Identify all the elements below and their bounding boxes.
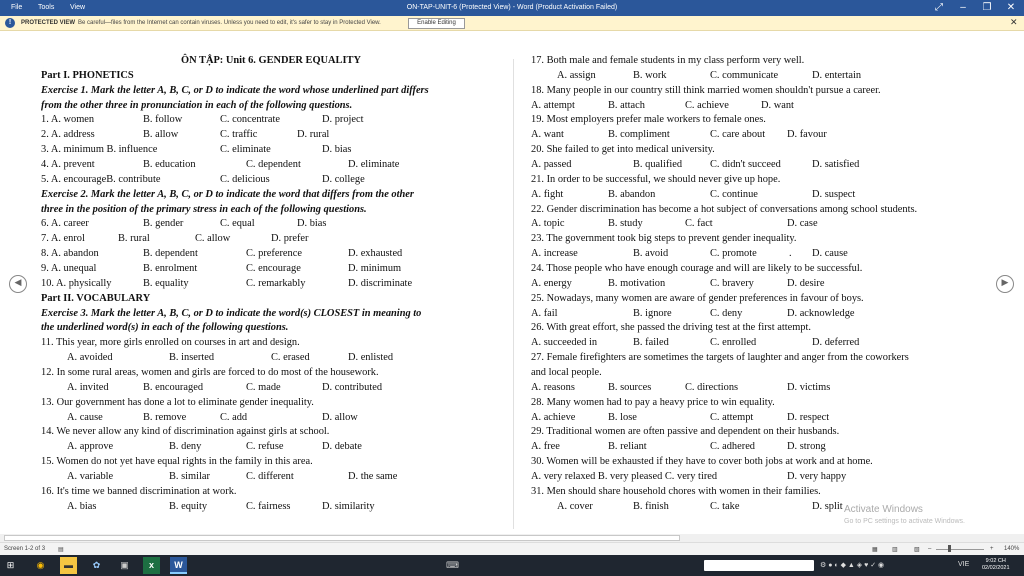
zoom-out-icon[interactable]: – [928, 546, 932, 552]
answer-option: D. entertain [812, 69, 862, 81]
answer-option: C. care about [710, 129, 766, 141]
answer-option: D. bias [322, 144, 352, 156]
option-row [41, 381, 501, 396]
answer-option: B. qualified [633, 159, 683, 171]
section-heading: Part II. VOCABULARY [41, 292, 151, 304]
previous-screen-icon[interactable]: ◀ [9, 275, 27, 293]
read-mode-icon[interactable]: ▦ [872, 547, 878, 553]
answer-option: C. concentrate [220, 114, 281, 126]
answer-option: C. deny [710, 307, 743, 319]
option-row [531, 217, 991, 232]
chrome-icon[interactable]: ◉ [36, 560, 45, 570]
option-row [531, 470, 991, 485]
answer-option: 6. A. career [41, 218, 89, 230]
answer-option: B. compliment [608, 129, 670, 141]
answer-option: D. project [322, 114, 364, 126]
answer-option: C. equal [220, 218, 255, 230]
answer-option: B. avoid [633, 248, 669, 260]
question-text: 29. Traditional women are often passive and dependent on their husbands. [531, 426, 840, 438]
answer-option: B. reliant [608, 441, 647, 453]
option-row [531, 188, 991, 203]
window-title: ON-TAP-UNIT-6 (Protected View) - Word (Product Activation Failed) [406, 4, 618, 11]
option-row [41, 232, 501, 247]
option-row [41, 411, 501, 426]
exercise-instruction: Exercise 3. Mark the letter A, B, C, or D to indicate the word(s) CLOSEST in meaning to [41, 307, 422, 319]
answer-option: B. similar [169, 471, 210, 483]
answer-option: A. cause [67, 411, 103, 423]
answer-option: D. want [761, 99, 794, 111]
protected-view-bar [0, 16, 1024, 31]
answer-option: B. enrolment [143, 263, 198, 275]
answer-option: 10. A. physically [41, 277, 112, 289]
answer-option: D. respect [787, 411, 830, 423]
answer-option: 5. A. encourageB. contribute [41, 173, 161, 185]
question-text: 25. Nowadays, many women are aware of gender preferences in favour of boys. [531, 292, 864, 304]
answer-option: B. encouraged [143, 381, 204, 393]
question-text: 21. In order to be successful, we should never give up hope. [531, 173, 781, 185]
menu-tools[interactable]: Tools [38, 4, 55, 11]
answer-option: C. didn't succeed [710, 159, 781, 171]
answer-option: A. reasons [531, 381, 575, 393]
answer-option: 4. A. prevent [41, 159, 95, 171]
answer-option: B. lose [608, 411, 637, 423]
excel-icon[interactable]: x [143, 557, 160, 574]
shield-icon: ! [5, 18, 15, 28]
option-row [41, 351, 501, 366]
answer-option: A. very relaxed B. very pleased C. very tired [531, 471, 718, 483]
column-divider [513, 59, 514, 529]
protected-view-label: PROTECTED VIEW [21, 20, 76, 26]
answer-option: C. bravery [710, 277, 754, 289]
question-text: 31. Men should share household chores with women in their families. [531, 485, 821, 497]
answer-option: D. split [812, 500, 843, 512]
answer-option: C. erased [271, 352, 310, 364]
option-row [41, 262, 501, 277]
answer-option: B. sources [608, 381, 652, 393]
question-text: 20. She failed to get into medical university. [531, 144, 715, 156]
answer-option: D. enlisted [348, 352, 394, 364]
option-row [531, 440, 991, 455]
option-row [531, 69, 991, 84]
status-bar [0, 542, 1024, 555]
answer-option: D. rural [297, 129, 330, 141]
protected-view-message: Be careful—files from the Internet can contain viruses. Unless you need to edit, it's safer to stay in Protected View. [78, 20, 381, 26]
option-row [41, 113, 501, 128]
right-column [531, 54, 991, 515]
question-text: 18. Many people in our country still think married women shouldn't pursue a career. [531, 84, 881, 96]
option-row [531, 277, 991, 292]
answer-option: B. attach [608, 99, 645, 111]
answer-option: B. deny [169, 441, 202, 453]
answer-option: D. desire [787, 277, 825, 289]
answer-option: C. directions [685, 381, 739, 393]
answer-option: D. cause [812, 248, 848, 260]
answer-option: A. invited [67, 381, 109, 393]
screen-count: Screen 1-2 of 3 [4, 546, 46, 552]
answer-option: D. favour [787, 129, 827, 141]
app-icon[interactable]: ▣ [120, 560, 129, 570]
scrollbar-thumb[interactable] [4, 535, 680, 541]
answer-option: C. different [246, 471, 294, 483]
answer-option: D. college [322, 173, 365, 185]
answer-option: A. succeeded in [531, 337, 598, 349]
answer-option: D. contributed [322, 381, 383, 393]
left-column [41, 54, 501, 515]
answer-option: A. free [531, 441, 560, 453]
question-text: 13. Our government has done a lot to eliminate gender inequality. [41, 396, 314, 408]
answer-option: B. equity [169, 500, 208, 512]
answer-option: D. acknowledge [787, 307, 855, 319]
answer-option: B. failed [633, 337, 669, 349]
menu-file[interactable]: File [11, 4, 23, 11]
answer-option: D. victims [787, 381, 831, 393]
answer-option: D. eliminate [348, 159, 400, 171]
answer-option: A. passed [531, 159, 572, 171]
answer-option: C. preference [246, 248, 302, 260]
answer-option: 9. A. unequal [41, 263, 97, 275]
answer-option: B. ignore [633, 307, 672, 319]
answer-option: A. bias [67, 500, 97, 512]
zoom-in-icon[interactable]: + [990, 546, 994, 552]
answer-option: A. energy [531, 277, 572, 289]
settings-icon[interactable]: ✿ [92, 560, 101, 570]
question-text: 26. With great effort, she passed the driving test at the first attempt. [531, 322, 811, 334]
answer-option: C. fact [685, 218, 713, 230]
answer-option: D. allow [322, 411, 358, 423]
exercise-instruction: Exercise 1. Mark the letter A, B, C, or D to indicate the word whose underlined part differs [41, 84, 429, 96]
enable-editing-button[interactable]: Enable Editing [408, 18, 465, 29]
option-row [41, 128, 501, 143]
tray-icons[interactable]: ⚙ ● ◐ ◆ ▲ ◈ ♥ ✓ ◉ [820, 562, 885, 569]
answer-option: B. dependent [143, 248, 198, 260]
answer-option: B. follow [143, 114, 183, 126]
option-row [41, 470, 501, 485]
option-row [41, 500, 501, 515]
clock-time: 9:02 CH [985, 558, 1006, 564]
answer-option: D. very happy [787, 471, 847, 483]
answer-option: A. assign [557, 69, 596, 81]
answer-option: 3. A. minimum B. influence [41, 144, 158, 156]
answer-option: C. refuse [246, 441, 284, 453]
taskbar-clock[interactable] [982, 558, 1010, 572]
option-row [531, 336, 991, 351]
answer-option: . [789, 248, 792, 260]
answer-option: 1. A. women [41, 114, 95, 126]
answer-option: B. rural [118, 233, 150, 245]
answer-option: D. case [787, 218, 818, 230]
answer-option: C. fairness [246, 500, 291, 512]
layout-icon[interactable]: ▤ [58, 547, 64, 553]
question-text: 12. In some rural areas, women and girls are forced to do most of the housework. [41, 367, 379, 379]
section-heading: Part I. PHONETICS [41, 69, 134, 81]
answer-option: B. equality [143, 277, 189, 289]
answer-option: C. made [246, 381, 281, 393]
answer-option: A. want [531, 129, 564, 141]
question-text: 27. Female firefighters are sometimes the targets of laughter and anger from the coworkers [531, 352, 909, 364]
question-text: 14. We never allow any kind of discrimination against girls at school. [41, 426, 330, 438]
minimize-icon[interactable]: – [960, 2, 966, 13]
answer-option: C. promote [710, 248, 757, 260]
answer-option: B. education [143, 159, 196, 171]
answer-option: B. inserted [169, 352, 215, 364]
answer-option: B. remove [143, 411, 187, 423]
option-row [41, 247, 501, 262]
answer-option: C. adhered [710, 441, 756, 453]
word-icon[interactable]: W [170, 557, 187, 574]
answer-option: D. suspect [812, 188, 856, 200]
answer-option: C. enrolled [710, 337, 757, 349]
option-row [41, 277, 501, 292]
horizontal-scrollbar[interactable] [0, 534, 1024, 542]
answer-option: C. eliminate [220, 144, 271, 156]
option-row [531, 411, 991, 426]
option-row [41, 143, 501, 158]
answer-option: 7. A. enrol [41, 233, 85, 245]
answer-option: D. the same [348, 471, 398, 483]
exercise-instruction: from the other three in pronunciation in each of the following questions. [41, 99, 353, 111]
question-text: 24. Those people who have enough courage and will are likely to be successful. [531, 263, 863, 275]
question-text: 19. Most employers prefer male workers to female ones. [531, 114, 766, 126]
answer-option: C. dependent [246, 159, 301, 171]
answer-option: A. approve [67, 441, 114, 453]
activation-watermark-subtitle: Go to PC settings to activate Windows. [844, 518, 965, 525]
answer-option: C. achieve [685, 99, 729, 111]
exercise-instruction: three in the position of the primary stress in each of the following questions. [41, 203, 367, 215]
answer-option: C. encourage [246, 263, 301, 275]
answer-option: D. discriminate [348, 277, 413, 289]
clock-date: 02/02/2021 [982, 565, 1010, 571]
answer-option: B. abandon [608, 188, 656, 200]
taskbar [0, 555, 1024, 576]
question-text: 16. It's time we banned discrimination at work. [41, 485, 237, 497]
zoom-slider-handle[interactable] [948, 545, 951, 552]
answer-option: D. debate [322, 441, 362, 453]
answer-option: C. take [710, 500, 740, 512]
answer-option: C. continue [710, 188, 758, 200]
question-text: 11. This year, more girls enrolled on courses in art and design. [41, 337, 300, 349]
answer-option: D. prefer [271, 233, 309, 245]
answer-option: 8. A. abandon [41, 248, 99, 260]
answer-option: A. topic [531, 218, 565, 230]
answer-option: B. gender [143, 218, 184, 230]
question-text: 17. Both male and female students in my class perform very well. [531, 55, 805, 66]
question-text: and local people. [531, 367, 602, 379]
input-language[interactable]: VIE [958, 561, 970, 568]
answer-option: D. deferred [812, 337, 860, 349]
answer-option: A. fight [531, 188, 564, 200]
close-bar-icon[interactable]: ✕ [1010, 17, 1018, 27]
question-text: 23. The government took big steps to prevent gender inequality. [531, 233, 797, 245]
answer-option: A. variable [67, 471, 114, 483]
exercise-instruction: Exercise 2. Mark the letter A, B, C, or D to indicate the word that differs from the other [41, 188, 414, 200]
option-row [531, 99, 991, 114]
option-row [41, 173, 501, 188]
restore-icon[interactable]: ❐ [982, 2, 992, 13]
option-row [41, 440, 501, 455]
answer-option: B. motivation [608, 277, 666, 289]
answer-option: A. avoided [67, 352, 113, 364]
answer-option: C. attempt [710, 411, 754, 423]
option-row [531, 307, 991, 322]
activation-watermark-title: Activate Windows [844, 504, 923, 515]
answer-option: C. delicious [220, 173, 270, 185]
answer-option: A. achieve [531, 411, 576, 423]
question-text: 15. Women do not yet have equal rights in the family in this area. [41, 456, 313, 468]
answer-option: B. study [608, 218, 643, 230]
zoom-slider[interactable] [936, 549, 984, 550]
answer-option: D. strong [787, 441, 826, 453]
answer-option: B. work [633, 69, 667, 81]
file-explorer-icon[interactable]: ▬ [60, 557, 77, 574]
answer-option: C. allow [195, 233, 231, 245]
answer-option: A. fail [531, 307, 558, 319]
answer-option: C. traffic [220, 129, 258, 141]
answer-option: 2. A. address [41, 129, 95, 141]
answer-option: A. attempt [531, 99, 575, 111]
answer-option: A. increase [531, 248, 578, 260]
option-row [531, 381, 991, 396]
answer-option: D. exhausted [348, 248, 403, 260]
option-row [531, 128, 991, 143]
print-layout-icon[interactable]: ▥ [892, 547, 898, 553]
question-text: 28. Many women had to pay a heavy price to win equality. [531, 396, 775, 408]
answer-option: C. add [220, 411, 248, 423]
answer-option: D. satisfied [812, 159, 860, 171]
answer-option: B. allow [143, 129, 179, 141]
zoom-level[interactable]: 140% [1004, 546, 1020, 552]
keyboard-icon[interactable]: ⌨ [446, 560, 459, 570]
option-row [41, 217, 501, 232]
question-text: 30. Women will be exhausted if they have to cover both jobs at work and at home. [531, 456, 873, 468]
fullscreen-icon[interactable]: ⤢ [935, 2, 943, 13]
answer-option: C. communicate [710, 69, 779, 81]
answer-option: B. finish [633, 500, 669, 512]
question-text: 22. Gender discrimination has become a hot subject of conversations among school students. [531, 203, 918, 215]
windows-start-icon[interactable]: ⊞ [6, 560, 15, 570]
option-row [41, 158, 501, 173]
answer-option: D. similarity [322, 500, 375, 512]
taskbar-search-input[interactable] [704, 560, 814, 571]
document-title: ÔN TẬP: Unit 6. GENDER EQUALITY [181, 55, 361, 66]
next-screen-icon[interactable]: ▶ [996, 275, 1014, 293]
option-row [531, 158, 991, 173]
document-view[interactable] [0, 31, 1024, 534]
option-row [531, 247, 991, 262]
title-bar [0, 0, 1024, 16]
answer-option: D. minimum [348, 263, 402, 275]
exercise-instruction: the underlined word(s) in each of the following questions. [41, 322, 289, 334]
answer-option: C. remarkably [246, 277, 306, 289]
close-icon[interactable]: ✕ [1006, 2, 1016, 13]
answer-option: A. cover [557, 500, 593, 512]
menu-view[interactable]: View [70, 4, 86, 11]
web-layout-icon[interactable]: ▧ [914, 547, 920, 553]
answer-option: D. bias [297, 218, 327, 230]
